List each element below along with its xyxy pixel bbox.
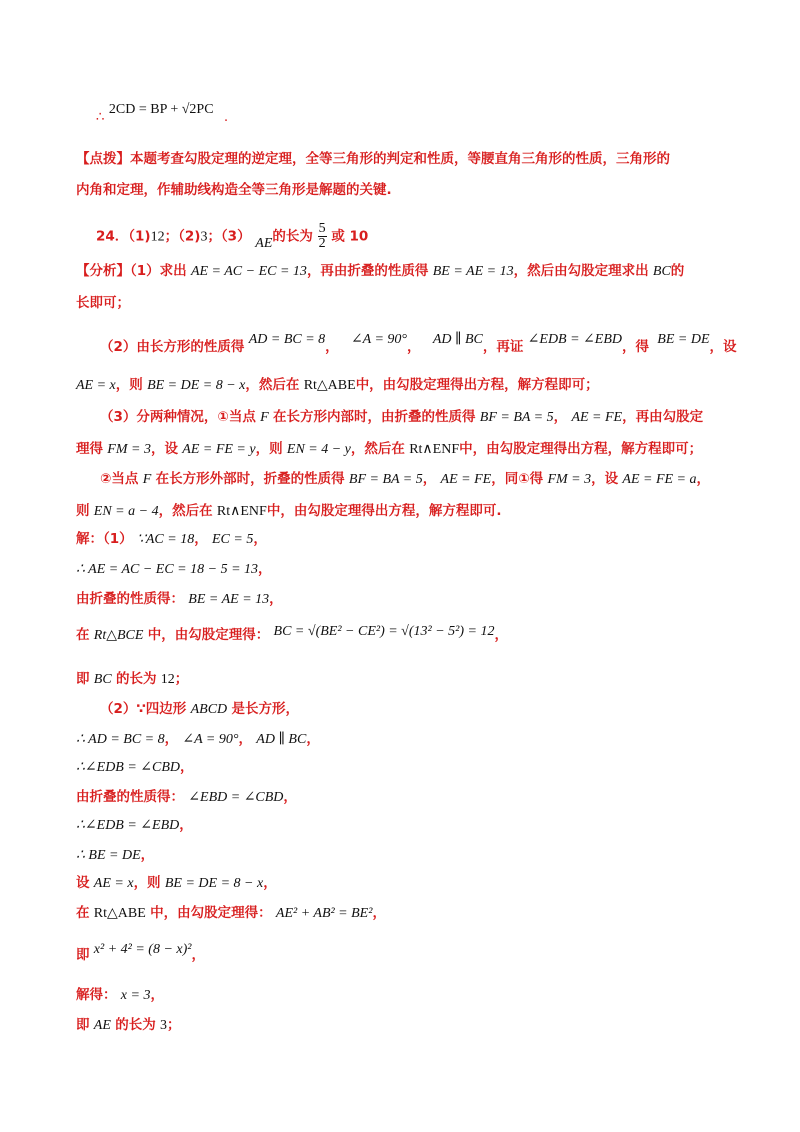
text: ，然后在	[245, 377, 300, 393]
text: ；	[174, 671, 189, 687]
numerator: 5	[318, 221, 326, 236]
text: ，	[696, 471, 711, 487]
formula: BF = BA = 5	[348, 472, 423, 487]
formula: AE = FE = y	[182, 442, 256, 457]
sol-line-1	[76, 530, 267, 549]
formula: BE = AE = 13	[432, 264, 514, 279]
text: ，再由勾股定	[622, 409, 704, 425]
var: BC	[652, 264, 671, 279]
text: 在	[76, 627, 90, 643]
analysis-line-3	[100, 330, 737, 355]
text: （2）∵四边形	[100, 701, 187, 717]
formula: BE = DE	[657, 332, 710, 347]
sol-line-16	[76, 1016, 181, 1035]
text: 在长方形外部时，折叠的性质得	[155, 471, 345, 487]
formula: ∴∠EDB = ∠CBD	[76, 760, 181, 775]
formula: x = 3	[120, 988, 151, 1003]
formula: AE = x	[93, 876, 134, 891]
sol-line-7	[76, 730, 320, 749]
formula: FM = 3	[547, 472, 592, 487]
formula: AE = x	[76, 378, 116, 393]
text: ，	[494, 627, 508, 643]
text: （2）由长方形的性质得	[100, 339, 245, 355]
text: ，	[238, 731, 252, 747]
text: 解：（1）	[76, 531, 133, 547]
analysis-line-7	[100, 470, 710, 489]
sol-line-15	[76, 986, 164, 1005]
formula: Rt△ABE	[93, 906, 146, 921]
formula: FM = 3	[107, 442, 151, 457]
label: 24．（1)	[96, 228, 151, 245]
text: 中，由勾股定理得出方程，解方程即可.	[266, 503, 502, 519]
text: ，	[140, 847, 155, 863]
analysis-line-8	[76, 502, 501, 521]
sol-line-3	[76, 590, 283, 609]
text: ，	[179, 817, 193, 833]
sol-line-13	[76, 904, 386, 923]
text: ，	[422, 471, 437, 487]
formula: ∴∠EDB = ∠EBD	[76, 818, 180, 833]
formula: BF = BA = 5	[479, 410, 554, 425]
text: ，再证	[482, 339, 524, 355]
text: 即	[76, 947, 90, 963]
text: ，然后在	[350, 441, 405, 457]
text: 是长方形，	[231, 701, 299, 717]
therefore-symbol: ∴	[96, 109, 105, 125]
formula: ∠EBD = ∠CBD	[188, 790, 284, 805]
var: F	[142, 472, 152, 487]
text: 中，由勾股定理得：	[150, 905, 272, 921]
analysis-line-5	[100, 408, 703, 427]
sol-line-11	[76, 846, 154, 865]
formula: AD ∥ BC	[432, 332, 483, 347]
text: ，	[180, 759, 194, 775]
text: ，	[164, 731, 179, 747]
formula: AE = FE	[440, 472, 492, 487]
text: ，	[258, 561, 272, 577]
tip-line-2: 内角和定理，作辅助线构造全等三角形是解题的关键.	[76, 182, 392, 198]
sol-line-2	[76, 560, 272, 579]
sol-line-14	[76, 940, 205, 963]
label: ；（2)	[164, 228, 201, 245]
text: ，则	[133, 875, 161, 891]
text: ，设	[709, 339, 737, 355]
analysis-line-4	[76, 376, 599, 395]
formula: EN = 4 − y	[286, 442, 351, 457]
text: ，然后由勾股定理求出	[513, 263, 649, 279]
formula: EN = a − 4	[93, 504, 159, 519]
denominator: 2	[318, 236, 326, 251]
label: 或 10	[331, 228, 369, 245]
value: 12	[160, 672, 175, 687]
text: ②当点	[100, 471, 139, 487]
text: ，	[150, 987, 164, 1003]
text: 的	[670, 263, 685, 279]
text: 设	[76, 875, 90, 891]
sol-line-6	[100, 700, 299, 719]
var: AE	[93, 1018, 111, 1033]
text: ，	[372, 905, 386, 921]
formula: ∵AC = 18	[136, 532, 195, 547]
text: 由折叠的性质得：	[76, 789, 184, 805]
text: ；	[167, 1017, 181, 1033]
text: ，	[269, 591, 283, 607]
text: 中，由勾股定理得出方程，解方程即可；	[459, 441, 703, 457]
label: ；（3）	[207, 228, 251, 245]
text: 的长为	[115, 671, 157, 687]
fraction	[318, 222, 327, 251]
analysis-line-6	[76, 440, 702, 459]
formula: ∠A = 90°	[182, 732, 239, 747]
analysis-line-1	[76, 262, 684, 281]
value: 3	[160, 1018, 167, 1033]
formula: ∴ AE = AC − EC = 18 − 5 = 13	[76, 562, 259, 577]
text: 在长方形内部时，由折叠的性质得	[272, 409, 476, 425]
var: BC	[93, 672, 112, 687]
formula: AD ∥ BC	[256, 732, 307, 747]
formula: ∠EDB = ∠EBD	[527, 332, 622, 347]
period: .	[223, 109, 229, 125]
text: ，再由折叠的性质得	[306, 263, 429, 279]
text: 中，由勾股定理得：	[147, 627, 270, 643]
text: 的长为	[115, 1017, 156, 1033]
text: ，则	[115, 377, 143, 393]
text: ，得	[622, 339, 649, 355]
text: （3）分两种情况，①当点	[100, 409, 256, 425]
text: 即	[76, 1017, 90, 1033]
formula: ∠A = 90°	[350, 332, 408, 347]
formula: AE = FE = a	[622, 472, 697, 487]
sol-line-4	[76, 626, 508, 645]
sol-line-9	[76, 788, 297, 807]
formula: AE = AC − EC = 13	[190, 264, 307, 279]
text: ，同①得	[491, 471, 544, 487]
text: ，设	[150, 441, 178, 457]
answer-24	[96, 222, 368, 251]
formula: AE = FE	[571, 410, 623, 425]
formula: Rt∧ENF	[216, 504, 267, 519]
text: 则	[76, 503, 90, 519]
var: AE	[255, 235, 273, 251]
sol-line-10	[76, 816, 193, 835]
formula: BE = DE = 8 − x	[147, 378, 246, 393]
formula: EC = 5	[212, 532, 254, 547]
var: ABCD	[190, 702, 228, 717]
formula: Rt∧ENF	[409, 442, 460, 457]
text: ，则	[255, 441, 283, 457]
text: ，设	[591, 471, 619, 487]
text: 由折叠的性质得：	[76, 591, 184, 607]
sol-line-12	[76, 874, 277, 893]
value: 3	[200, 229, 208, 245]
text: 中，由勾股定理得出方程，解方程即可；	[355, 377, 599, 393]
formula: BE = AE = 13	[188, 592, 270, 607]
text: 解得：	[76, 987, 117, 1003]
formula: x² + 4² = (8 − x)²	[93, 942, 192, 957]
text: ，	[553, 409, 568, 425]
text: ，	[191, 947, 205, 963]
analysis-line-2: 长即可；	[76, 295, 130, 311]
text: 即	[76, 671, 90, 687]
value: 12	[150, 229, 165, 245]
sol-line-5	[76, 670, 188, 689]
text: 理得	[76, 441, 103, 457]
formula: Rt△BCE	[93, 628, 144, 643]
text: ，	[263, 875, 277, 891]
label: 的长为	[272, 228, 313, 245]
tip-line-1: 【点拨】本题考查勾股定理的逆定理，全等三角形的判定和性质，等腰直角三角形的性质，三角形的	[76, 151, 670, 167]
text: ，	[325, 339, 339, 355]
text: ，	[407, 339, 421, 355]
formula: ∴ BE = DE	[76, 848, 141, 863]
text: ，然后在	[158, 503, 213, 519]
text: ，	[283, 789, 297, 805]
var: F	[260, 410, 269, 425]
text: 在	[76, 905, 90, 921]
sol-line-8	[76, 758, 194, 777]
formula: 2CD = BP + √2PC	[108, 102, 214, 117]
formula: BE = DE = 8 − x	[164, 876, 264, 891]
text: ，	[306, 731, 320, 747]
text: 【分析】（1）求出	[76, 263, 187, 279]
conclusion-line	[96, 100, 229, 125]
formula: AE² + AB² = BE²	[275, 906, 373, 921]
formula: Rt△ABE	[303, 378, 356, 393]
text: ，	[194, 531, 208, 547]
formula: BC = √(BE² − CE²) = √(13² − 5²) = 12	[273, 624, 495, 639]
text: ，	[253, 531, 267, 547]
formula: AD = BC = 8	[248, 332, 326, 347]
formula: ∴ AD = BC = 8	[76, 732, 165, 747]
